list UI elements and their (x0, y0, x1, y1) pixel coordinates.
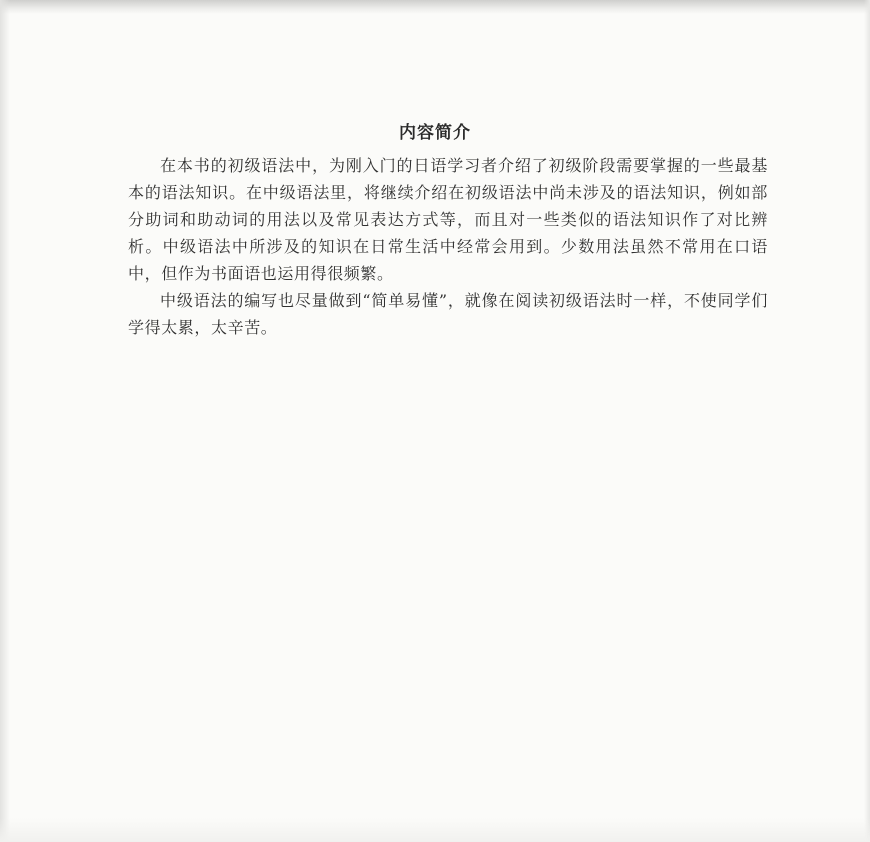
paragraph-1: 在本书的初级语法中，为刚入门的日语学习者介绍了初级阶段需要掌握的一些最基本的语法知识。在中级语法里，将继续介绍在初级语法中尚未涉及的语法知识，例如部分助词和助动词的用法以及常见表达方式等，而且对一些类似的语法知识作了对比辨析。中级语法中所涉及的知识在日常生活中经常会用到。少数用法虽然不常用在口语中，但作为书面语也运用得很频繁。 (128, 156, 768, 283)
scan-edge-bottom (0, 818, 870, 842)
page-title: 内容简介 (399, 123, 471, 143)
scan-edge-top (0, 0, 870, 14)
paragraph-2: 中级语法的编写也尽量做到“简单易懂”，就像在阅读初级语法时一样，不使同学们学得太累，太辛苦。 (128, 291, 768, 337)
content-summary-body (128, 152, 768, 341)
